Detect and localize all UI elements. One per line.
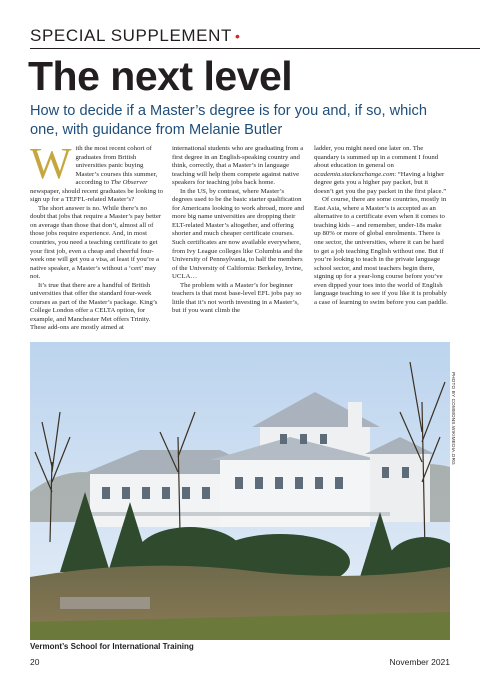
website-link: academia.stackexchange.com [314,170,395,178]
campus-photo [30,342,450,640]
paragraph: The problem with a Master’s for beginner teachers is that most base-level EFL jobs pay so little that it’s not worth investing in a Master’s, but if you want climb the [172,281,302,315]
article-title: The next level [28,53,293,99]
paragraph: Of course, there are some countries, mostly in East Asia, where a Master’s is accepted as an alternative to a certificate even when it comes to teaching kids – and remember, under-18s make up 80% or more of global enrolments. There is one sector, the universities, where it can be hard to get a job teaching English without one. But if you’re looking to teach in the private language school sector, and most teachers begin there, signing up for a year-long course before you’ve even dipped your toes into the world of English language teaching to see if you like it is probably a case of learning to swim before you can paddle. [314,196,448,306]
paragraph: The short answer is no. While there’s no doubt that jobs that require a Master’s pay better on average than those that don’t, almost all of those jobs require experience. And, in most countries, you need a teaching certificate to get your first job, even a cheap and cheerful four-week one will get you a visa, at least if you’re a native speaker, a Master’s without a ‘cert’ may not. [30,204,162,281]
publication-name: The Observer [110,179,148,187]
header-rule [30,48,480,49]
accent-dot: • [234,28,241,44]
paragraph: international students who are graduating from a first degree in an English-speaking country and think, correctly, that a Master’s in language teaching will help them compete against native speakers for teaching jobs back home. [172,145,304,187]
text-column-1 [30,139,164,333]
photo-caption: Vermont’s School for International Training [30,642,194,651]
article-standfirst: How to decide if a Master’s degree is for you and, if so, which one, with guidance from Melanie Butler [30,103,427,138]
text-column-3 [314,145,448,307]
drop-cap: W [30,139,72,188]
issue-date: November 2021 [389,657,450,667]
photo-credit: PHOTO BY COMMONS.WIKIMEDIA.ORG [451,372,456,465]
paragraph: In the US, by contrast, where Master’s degrees used to be the basic starter qualification for Americans looking to work abroad, more and more big name universities are dropping their ELT-related Master’s altogether, and offering shorter and much cheaper certificate courses. Such certificates are now available everywhere, from Ivy League colleges like Columbia and the University of Pennsylvania, to half the members of the University of California: Berkeley, Irvine, UCLA… [172,187,304,281]
paragraph: It’s true that there are a handful of British universities that offer the standard four-week courses as part of the Master’s package. King’s College London offer a CELTA option, for example, and Manchester Met offers Trinity. These add-ons are mostly aimed at [30,281,158,332]
text-column-2 [172,145,306,316]
paragraph: With the most recent cohort of graduates from British universities panic buying Master’s courses this summer, according to The Observer newspaper, should recent graduates be looking to sign up for a TEFFL-related Master’s? [30,139,164,204]
paragraph: ladder, you might need one later on. The quandary is summed up in a comment I found about education in general on academia.stackexchange.com: “Having a higher degree gets you a higher pay packet, but it doesn’t get you the pay packet in the first place.” [314,145,447,195]
page-number: 20 [30,657,40,667]
section-label: SPECIAL SUPPLEMENT • [30,26,241,45]
